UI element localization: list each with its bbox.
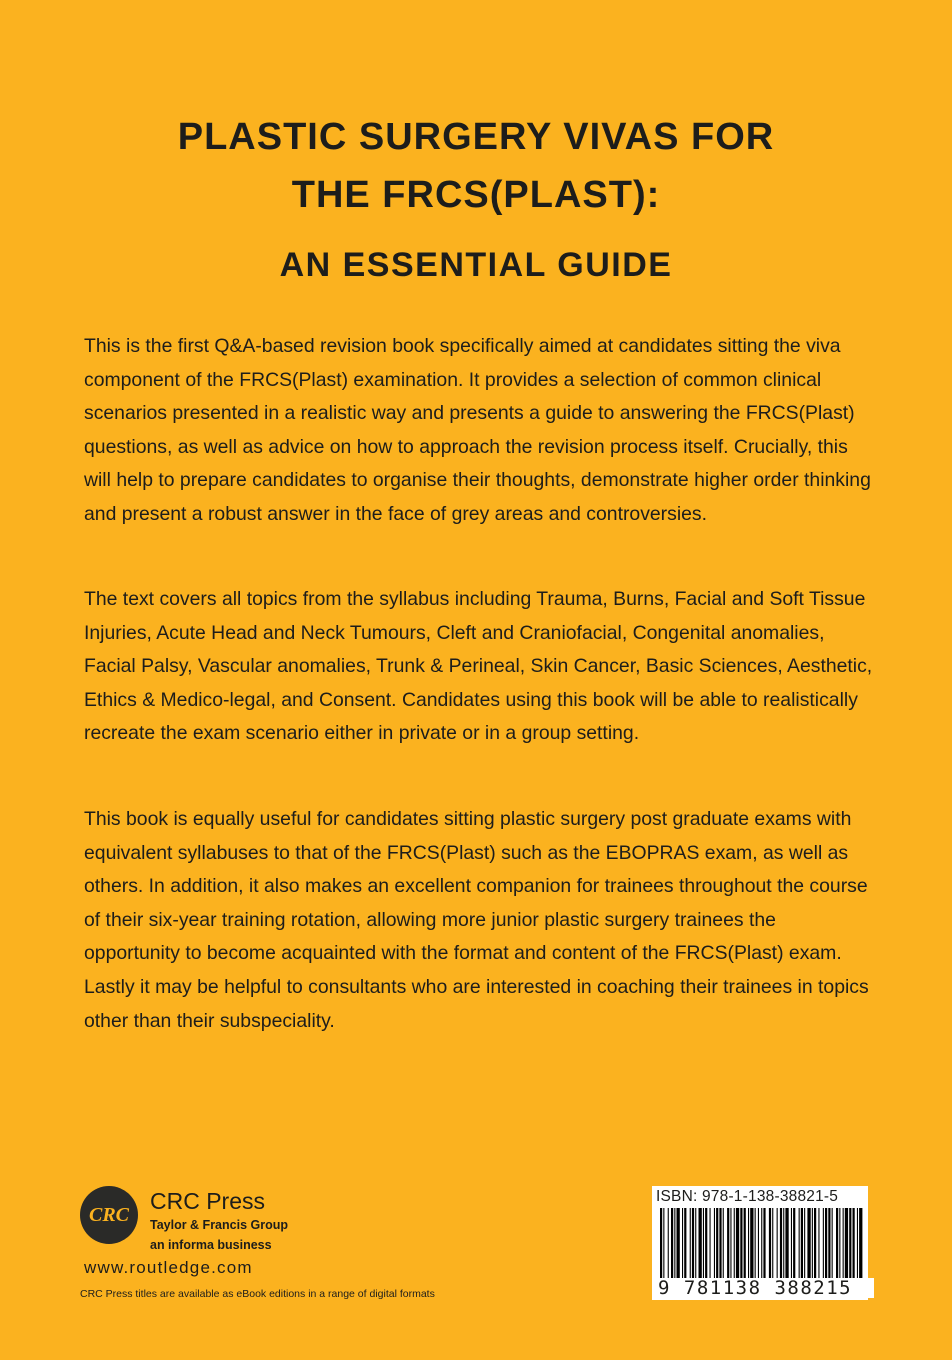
barcode-bar <box>755 1208 756 1282</box>
barcode-bar <box>780 1208 782 1282</box>
barcode-bar <box>859 1208 862 1282</box>
blurb-paragraph-3: This book is equally useful for candidates sitting plastic surgery post graduate exams with equivalent syllabuses to that of the FRCS(Plast) such as the EBOPRAS exam, as well as others. In addition, it also makes an excellent companion for trainees throughout the course of their six-year training rotation, allowing more junior plastic surgery trainees the opportunity to become acquainted with the format and content of the FRCS(Plast) exam. Lastly it may be helpful to consultants who are interested in coaching their trainees in topics other than their subspeciality. <box>84 808 869 1032</box>
barcode-bar <box>663 1208 664 1282</box>
blurb-paragraph-1: This is the first Q&A-based revision book specifically aimed at candidates sitting the viva component of the FRCS(Plast) examination. It provides a selection of common clinical scenarios presented in a realistic way and presents a guide to answering the FRCS(Plast) questions, as well as advice on how to approach the revision process itself. Crucially, this will help to prepare candidates to organise their thoughts, demonstrate higher order thinking and present a robust answer in the face of grey areas and controversies. <box>84 335 871 525</box>
barcode-bar <box>710 1208 711 1282</box>
barcode-bar <box>804 1208 805 1282</box>
barcode-bar <box>857 1208 858 1282</box>
barcode-bar <box>684 1208 686 1282</box>
publisher-group: Taylor & Francis Group <box>150 1218 288 1232</box>
barcode-bar <box>793 1208 795 1282</box>
barcode-bar <box>763 1208 765 1282</box>
barcode-bar <box>692 1208 694 1282</box>
barcode-bar <box>734 1208 735 1282</box>
barcode-bar <box>828 1208 830 1282</box>
barcode-bar <box>791 1208 792 1282</box>
barcode-bar <box>723 1208 724 1282</box>
isbn-label: ISBN: 978-1-138-38821-5 <box>656 1188 839 1205</box>
book-subtitle: AN ESSENTIAL GUIDE <box>279 246 673 284</box>
barcode-icon <box>652 1208 868 1282</box>
isbn-barcode-block <box>652 1186 868 1300</box>
barcode-bar <box>823 1208 824 1282</box>
barcode-bar <box>727 1208 729 1282</box>
barcode-bar <box>814 1208 816 1282</box>
barcode-bar <box>660 1208 662 1282</box>
barcode-bar <box>761 1208 762 1282</box>
barcode-bar <box>785 1208 788 1282</box>
publisher-block <box>80 1186 500 1306</box>
barcode-bar <box>714 1208 715 1282</box>
publisher-name: CRC Press <box>150 1188 266 1214</box>
barcode-bar <box>853 1208 855 1282</box>
barcode-bar <box>748 1208 749 1282</box>
barcode-bar <box>703 1208 704 1282</box>
barcode-bar <box>801 1208 803 1282</box>
barcode-bar <box>777 1208 778 1282</box>
barcode-bar <box>807 1208 810 1282</box>
barcode-bar <box>825 1208 827 1282</box>
barcode-bar <box>758 1208 759 1282</box>
barcode-bar <box>730 1208 731 1282</box>
barcode-bar <box>674 1208 675 1282</box>
barcode-bar <box>818 1208 819 1282</box>
barcode-bar <box>769 1208 771 1282</box>
barcode-bar <box>839 1208 840 1282</box>
barcode-bar <box>836 1208 838 1282</box>
ebook-note: CRC Press titles are available as eBook editions in a range of digital formats <box>80 1288 435 1300</box>
barcode-bar <box>671 1208 673 1282</box>
book-title <box>0 108 952 224</box>
barcode-bar <box>677 1208 680 1282</box>
barcode-bar <box>783 1208 784 1282</box>
publisher-informa: an informa business <box>150 1238 272 1252</box>
barcode-bar <box>843 1208 844 1282</box>
barcode-bar <box>716 1208 718 1282</box>
barcode-bar <box>719 1208 721 1282</box>
barcode-bar <box>772 1208 773 1282</box>
barcode-bar <box>832 1208 833 1282</box>
barcode-bar <box>736 1208 739 1282</box>
barcode-bar <box>682 1208 683 1282</box>
barcode-bar <box>845 1208 848 1282</box>
barcode-bar <box>812 1208 813 1282</box>
barcode-bar <box>740 1208 742 1282</box>
publisher-website: www.routledge.com <box>84 1258 253 1277</box>
barcode-bar <box>699 1208 702 1282</box>
crc-logo-icon: CRC <box>80 1186 138 1244</box>
barcode-bar <box>750 1208 753 1282</box>
barcode-bar <box>695 1208 696 1282</box>
barcode-bar <box>690 1208 691 1282</box>
blurb-paragraph-2: The text covers all topics from the syllabus including Trauma, Burns, Facial and Soft Tissue Injuries, Acute Head and Neck Tumours, Cleft and Craniofacial, Congenital anomalies, Facial Palsy, Vascular anomalies, Trunk & Perineal, Skin Cancer, Basic Sciences, Aesthetic, Ethics & Medico-legal, and Consent. Candidates using this book will be able to realistically recreate the exam scenario either in private or in a group setting. <box>84 588 873 745</box>
barcode-bar <box>668 1208 669 1282</box>
title-line-2: THE FRCS(PLAST): <box>291 174 661 216</box>
title-line-1: PLASTIC SURGERY VIVAS FOR <box>177 116 775 158</box>
barcode-bar <box>849 1208 851 1282</box>
barcode-digits: 9 781138 388215 <box>652 1278 874 1298</box>
barcode-bar <box>799 1208 800 1282</box>
barcode-bar <box>705 1208 707 1282</box>
barcode-bar <box>744 1208 746 1282</box>
